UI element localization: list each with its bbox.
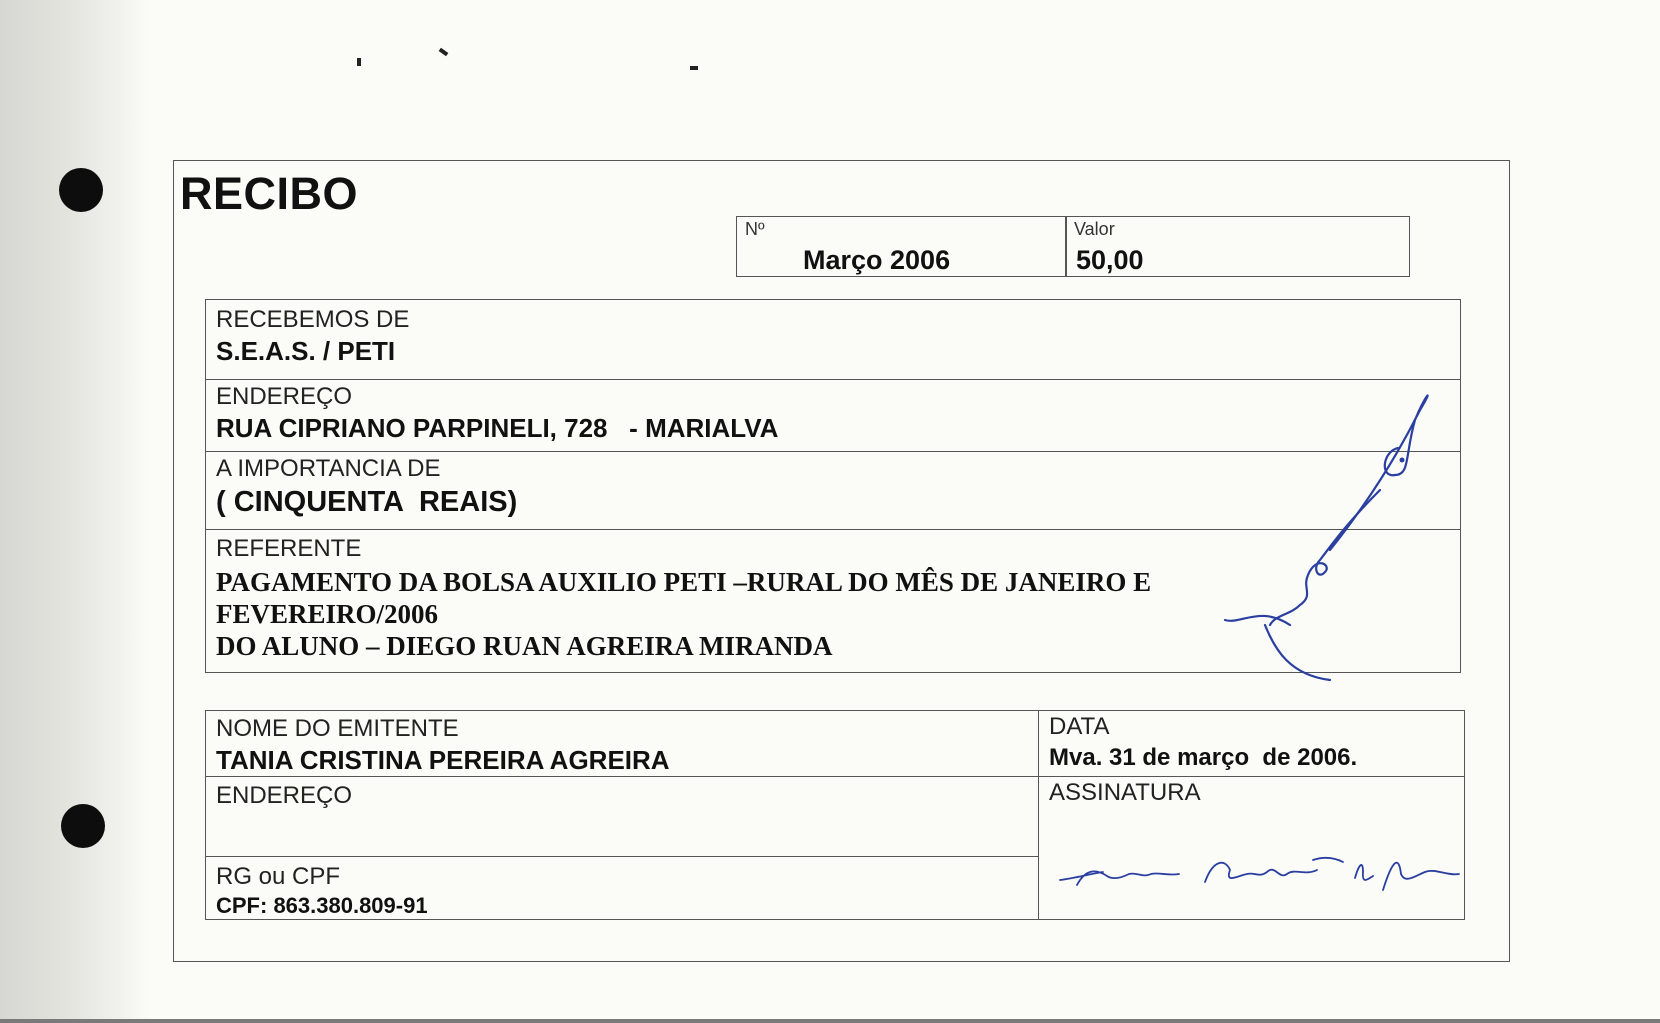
referente-line: PAGAMENTO DA BOLSA AUXILIO PETI –RURAL DO MÊS DE JANEIRO E	[216, 567, 1152, 597]
scan-shadow-edge	[0, 0, 150, 1023]
scan-bottom-edge	[0, 1019, 1660, 1023]
receipt-title: RECIBO	[180, 168, 359, 219]
recebemos-de-row	[206, 300, 1460, 379]
row-divider	[206, 856, 1038, 857]
rg-cpf-label: RG ou CPF	[216, 863, 341, 890]
column-divider	[1038, 711, 1039, 919]
valor-label: Valor	[1074, 219, 1115, 239]
importancia-value: ( CINQUENTA REAIS)	[216, 486, 518, 518]
emitente-label: NOME DO EMITENTE	[216, 715, 459, 742]
valor-value: 50,00	[1076, 245, 1144, 275]
valor-box	[1065, 216, 1410, 277]
endereco-value: RUA CIPRIANO PARPINELI, 728 - MARIALVA	[216, 413, 779, 443]
data-label: DATA	[1049, 713, 1110, 740]
numero-value: Março 2006	[803, 245, 951, 275]
scan-speck	[357, 58, 361, 66]
numero-box	[736, 216, 1067, 277]
rg-cpf-value: CPF: 863.380.809-91	[216, 893, 428, 918]
row-divider	[206, 776, 1464, 777]
assinatura-label: ASSINATURA	[1049, 779, 1201, 806]
referente-line: DO ALUNO – DIEGO RUAN AGREIRA MIRANDA	[216, 631, 833, 661]
referente-line: FEVEREIRO/2006	[216, 599, 439, 629]
endereco-label: ENDEREÇO	[216, 383, 353, 410]
punch-hole-top	[59, 168, 103, 212]
scan-speck	[439, 48, 449, 56]
data-value: Mva. 31 de março de 2006.	[1049, 744, 1358, 771]
recebemos-de-value: S.E.A.S. / PETI	[216, 336, 396, 366]
numero-label: Nº	[745, 219, 765, 239]
recebemos-de-label: RECEBEMOS DE	[216, 306, 410, 333]
importancia-label: A IMPORTANCIA DE	[216, 455, 441, 482]
emitente-value: TANIA CRISTINA PEREIRA AGREIRA	[216, 745, 670, 775]
referente-label: REFERENTE	[216, 535, 362, 562]
endereco-bottom-label: ENDEREÇO	[216, 782, 353, 809]
handwritten-signature-emitente	[1055, 850, 1465, 910]
referente-text	[216, 566, 1151, 662]
handwritten-signature-diagonal	[1220, 390, 1440, 680]
scan-speck	[690, 66, 698, 70]
punch-hole-bottom	[61, 804, 105, 848]
